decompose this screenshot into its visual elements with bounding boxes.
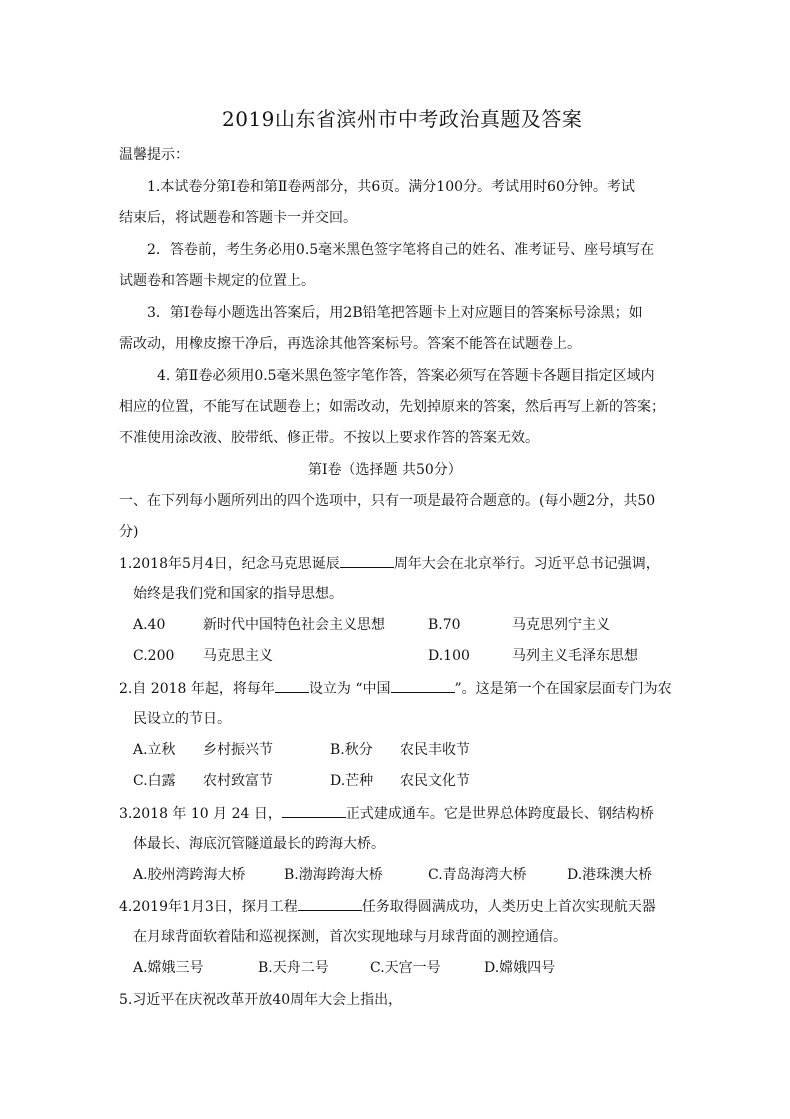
- question-3-line-1: [119, 803, 654, 824]
- tip-1-line-1: 1.本试卷分第Ⅰ卷和第Ⅱ卷两部分，共6页。满分100分。考试用时60分钟。考试: [147, 179, 635, 195]
- answer-blank: [275, 678, 309, 693]
- question-1-text-b: 周年大会在北京举行。习近平总书记强调，: [393, 556, 660, 572]
- question-2-line-2: 民设立的节日。: [133, 711, 231, 727]
- question-1-text-a: 1.2018年5月4日，纪念马克思诞辰: [119, 556, 340, 572]
- question-3-option-d: D.港珠澳大桥: [567, 867, 653, 883]
- question-1-option-c: C.200 马克思主义: [133, 648, 273, 664]
- section-title: 第Ⅰ卷（选择题 共50分）: [308, 462, 462, 478]
- question-1-option-b: B.70 马克思列宁主义: [428, 617, 610, 633]
- answer-blank: [298, 896, 362, 911]
- question-4-option-c: C.天宫一号: [370, 960, 441, 976]
- question-4-text-a: 4.2019年1月3日，探月工程: [119, 899, 298, 915]
- tip-4-line-3: 不准使用涂改液、胶带纸、修正带。不按以上要求作答的答案无效。: [119, 430, 539, 446]
- answer-blank: [391, 678, 455, 693]
- question-2-text-a: 2.自 2018 年起，将每年: [119, 681, 275, 697]
- question-3-option-c: C.青岛海湾大桥: [428, 867, 527, 883]
- answer-blank: [340, 553, 394, 568]
- question-4-option-b: B.天舟二号: [258, 960, 329, 976]
- question-4-option-d: D.嫦娥四号: [484, 960, 556, 976]
- question-3-text-b: 正式建成通车。它是世界总体跨度最长、钢结构桥: [345, 806, 654, 822]
- question-4-line-2: 在月球背面软着陆和巡视探测，首次实现地球与月球背面的测控通信。: [133, 929, 567, 945]
- tip-1-line-2: 结束后，将试题卷和答题卡一并交回。: [119, 210, 357, 226]
- question-3-option-b: B.渤海跨海大桥: [284, 867, 383, 883]
- question-1-line-1: [119, 553, 660, 574]
- question-4-line-1: [119, 896, 656, 917]
- question-3-option-a: A.胶州湾跨海大桥: [133, 867, 246, 883]
- question-1-option-a: A.40 新时代中国特色社会主义思想: [133, 617, 385, 633]
- question-2-option-a: A.立秋 乡村振兴节: [133, 742, 273, 758]
- question-3-line-2: 体最长、海底沉管隧道最长的跨海大桥。: [133, 836, 385, 852]
- document-title: 2019山东省滨州市中考政治真题及答案: [222, 107, 583, 131]
- answer-blank: [282, 803, 346, 818]
- tip-3-line-1: 3．第Ⅰ卷每小题选出答案后，用2B铅笔把答题卡上对应题目的答案标号涂黑；如: [147, 305, 643, 321]
- tip-4-line-1: 4. 第Ⅱ卷必须用0.5毫米黑色签字笔作答，答案必须写在答题卡各题目指定区域内: [157, 368, 655, 384]
- question-2-text-b: 设立为 “中国: [308, 681, 391, 697]
- question-3-text-a: 3.2018 年 10 月 24 日，: [119, 806, 282, 822]
- question-1-option-d: D.100 马列主义毛泽东思想: [428, 648, 638, 664]
- question-2-option-b: B.秋分 农民丰收节: [330, 742, 470, 758]
- question-4-option-a: A.嫦娥三号: [133, 960, 204, 976]
- tip-4-line-2: 相应的位置，不能写在试题卷上；如需改动，先划掉原来的答案，然后再写上新的答案；: [119, 399, 665, 415]
- question-2-line-1: [119, 678, 672, 699]
- instruction-line-2: 分): [119, 524, 139, 540]
- tip-2-line-2: 试题卷和答题卡规定的位置上。: [119, 273, 315, 289]
- question-2-option-d: D.芒种 农民文化节: [330, 773, 470, 789]
- tips-heading: 温馨提示：: [119, 147, 189, 163]
- question-1-line-2: 始终是我们党和国家的指导思想。: [133, 586, 343, 602]
- tip-3-line-2: 需改动，用橡皮擦干净后，再选涂其他答案标号。答案不能答在试题卷上。: [119, 336, 581, 352]
- question-5-line-1: 5.习近平在庆祝改革开放40周年大会上指出，: [119, 992, 403, 1008]
- question-2-text-c: ”。这是第一个在国家层面专门为农: [454, 681, 672, 697]
- question-4-text-b: 任务取得圆满成功，人类历史上首次实现航天器: [361, 899, 656, 915]
- question-2-option-c: C.白露 农村致富节: [133, 773, 273, 789]
- tip-2-line-1: 2．答卷前，考生务必用0.5毫米黑色签字笔将自己的姓名、准考证号、座号填写在: [147, 242, 655, 258]
- instruction-line-1: 一、在下列每小题所列出的四个选项中，只有一项是最符合题意的。(每小题2分，共50: [119, 493, 656, 509]
